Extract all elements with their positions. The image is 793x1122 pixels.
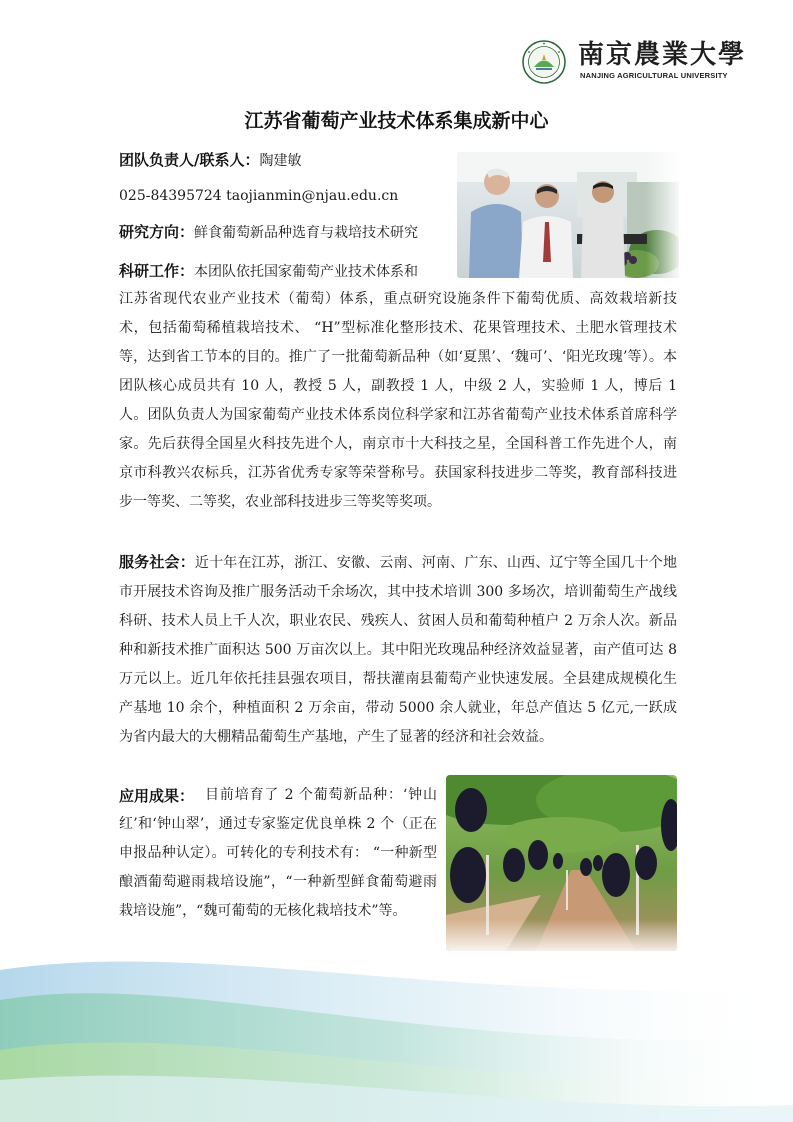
- research-label: 研究方向：: [119, 223, 195, 241]
- work-first-line: [119, 262, 418, 281]
- research-line: [119, 223, 418, 242]
- contact-phone-email: 025-84395724 taojianmin@njau.edu.cn: [119, 188, 399, 204]
- page-title: 江苏省葡萄产业技术体系集成新中心: [244, 110, 549, 132]
- logo-english-name: NANJING AGRICULTURAL UNIVERSITY: [580, 71, 728, 80]
- university-seal-icon: [522, 40, 566, 84]
- work-paragraph: 江苏省现代农业产业技术（葡萄）体系，重点研究设施条件下葡萄优质、高效栽培新技术，包括葡萄稀植栽培技术、 “H”型标准化整形技术、花果管理技术、土肥水管理技术等，达到省工节本的目的。推广了一批葡萄新品种（如‘夏黑’、‘魏可’、‘阳光玫瑰’等）。本团队核心成员共有 10 人，教授 5 人，副教授 1 人，中级 2 人，实验师 1 人，博后 1 人。团队负责人为国家葡萄产业技术体系岗位科学家和江苏省葡萄产业技术体系首席科学家。先后获得全国星火科技先进个人，南京市十大科技之星，全国科普工作先进个人，南京市科教兴农标兵，江苏省优秀专家等荣誉称号。获国家科技进步二等奖，教育部科技进步一等奖、二等奖，农业部科技进步三等奖等奖项。: [119, 291, 677, 510]
- service-text: 近十年在江苏，浙江、安徽、云南、河南、广东、山西、辽宁等全国几十个地市开展技术咨询及推广服务活动千余场次，其中技术培训 300 多场次，培训葡萄生产战线科研、技术人员上千人次，职业农民、残疾人、贫困人员和葡萄种植户 2 万余人次。新品种和新技术推广面积达 500 万亩次以上。其中阳光玫瑰品种经济效益显著，亩产值可达 8 万元以上。近几年依托挂县强农项目，帮扶灌南县葡萄产业快速发展。全县建成规模化生产基地 10 余个，种植面积 2 万余亩，带动 5000 余人就业，年总产值达 5 亿元,一跃成为省内最大的大棚精品葡萄生产基地，产生了显著的经济和社会效益。: [119, 555, 677, 745]
- contact-label: 团队负责人/联系人：: [119, 151, 260, 169]
- results-paragraph: 目前培育了 2 个葡萄新品种：‘钟山红’和‘钟山翠’，通过专家鉴定优良单株 2 个（正在申报品种认定）。可转化的专利技术有： “一种新型酿酒葡萄避雨栽培设施”，“一种新型鲜食葡萄避雨栽培设施”，“魏可葡萄的无核化栽培技术”等。: [119, 787, 437, 919]
- results-label: 应用成果：: [119, 787, 195, 805]
- decorative-wave-background: [0, 930, 793, 1122]
- grape-vineyard-photo: [446, 775, 677, 951]
- contact-line: [119, 151, 301, 170]
- service-label: 服务社会：: [119, 553, 195, 571]
- contact-name: 陶建敏: [259, 153, 302, 169]
- research-text: 鲜食葡萄新品种选育与栽培技术研究: [194, 225, 419, 241]
- work-first-line-text: 本团队依托国家葡萄产业技术体系和: [194, 264, 419, 280]
- logo-chinese-name: 南京農業大學: [578, 40, 747, 70]
- work-label: 科研工作：: [119, 262, 195, 280]
- team-greenhouse-photo: [457, 152, 679, 278]
- service-paragraph: [119, 548, 677, 752]
- university-logo: [522, 40, 747, 84]
